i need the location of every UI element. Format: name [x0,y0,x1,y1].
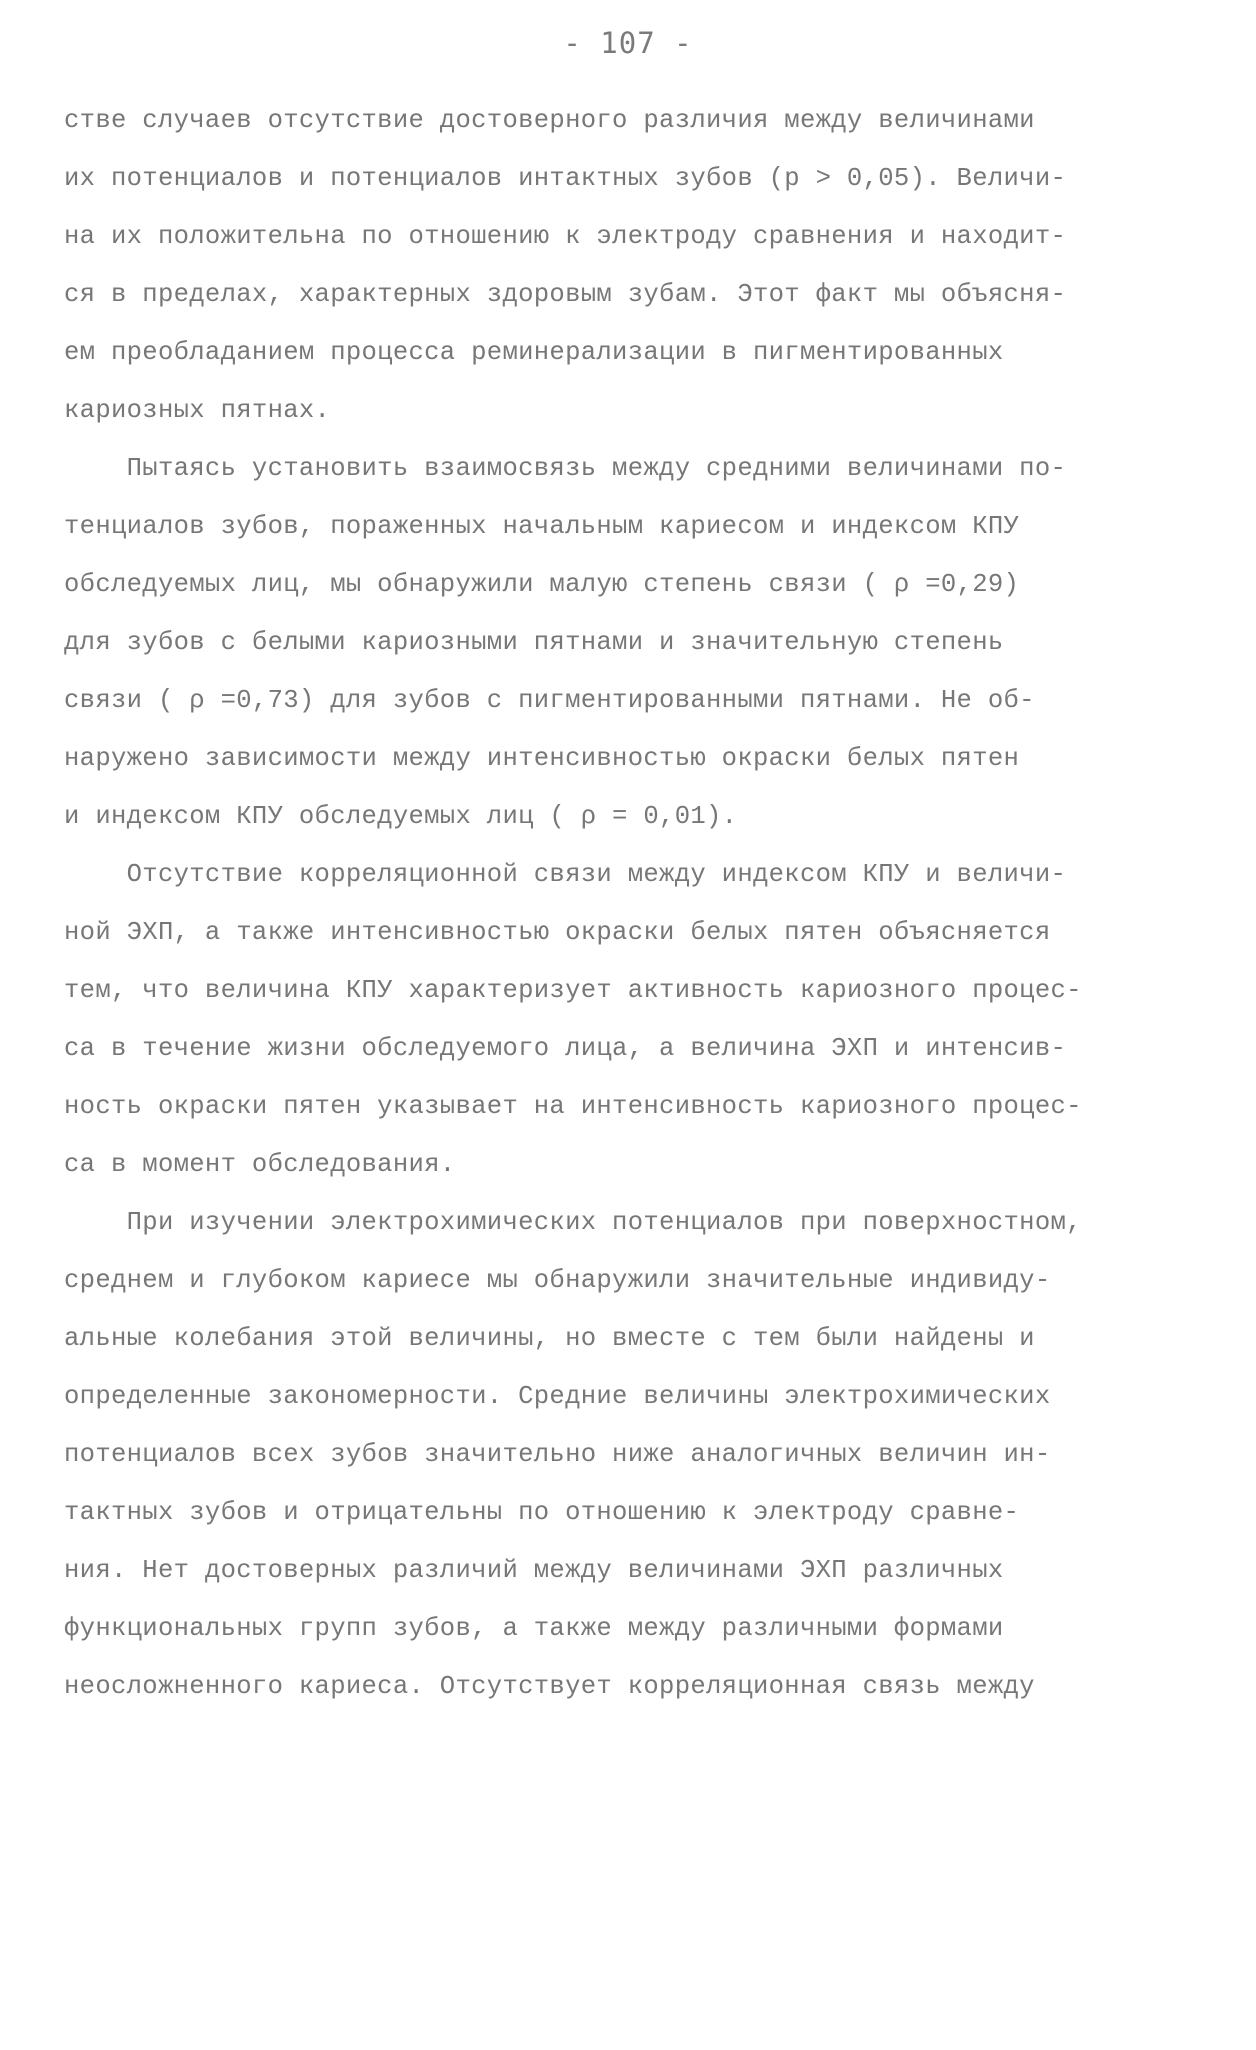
text-line: ность окраски пятен указывает на интенсивность кариозного процес- [64,1092,1082,1121]
text-line: При изучении электрохимических потенциалов при поверхностном, [64,1208,1082,1237]
paragraph [64,440,1184,846]
text-line: обследуемых лиц, мы обнаружили малую степень связи ( ρ =0,29) [64,570,1020,599]
text-line: тем, что величина КПУ характеризует активность кариозного процес- [64,976,1082,1005]
paragraph [64,92,1184,440]
text-line: на их положительна по отношению к электроду сравнения и находит- [64,222,1067,251]
text-line: тенциалов зубов, пораженных начальным кариесом и индексом КПУ [64,512,1020,541]
paragraph [64,846,1184,1194]
text-line: потенциалов всех зубов значительно ниже аналогичных величин ин- [64,1440,1051,1469]
text-line: са в момент обследования. [64,1150,456,1179]
text-line: Пытаясь установить взаимосвязь между средними величинами по- [64,454,1067,483]
text-line: ния. Нет достоверных различий между величинами ЭХП различных [64,1556,1004,1585]
text-line: Отсутствие корреляционной связи между индексом КПУ и величи- [64,860,1067,889]
body-text [64,92,1184,1716]
text-line: связи ( ρ =0,73) для зубов с пигментированными пятнами. Не об- [64,686,1035,715]
text-line: ся в пределах, характерных здоровым зубам. Этот факт мы объясня- [64,280,1067,309]
text-line: для зубов с белыми кариозными пятнами и значительную степень [64,628,1004,657]
text-line: тактных зубов и отрицательны по отношению к электроду сравне- [64,1498,1020,1527]
text-line: альные колебания этой величины, но вместе с тем были найдены и [64,1324,1035,1353]
text-line: среднем и глубоком кариесе мы обнаружили значительные индивиду- [64,1266,1051,1295]
text-line: их потенциалов и потенциалов интактных зубов (р > 0,05). Величи- [64,164,1067,193]
text-line: са в течение жизни обследуемого лица, а величина ЭХП и интенсив- [64,1034,1067,1063]
page-number: - 107 - [563,26,693,60]
text-line: стве случаев отсутствие достоверного различия между величинами [64,106,1035,135]
text-line: и индексом КПУ обследуемых лиц ( ρ = 0,01). [64,802,738,831]
text-line: неосложненного кариеса. Отсутствует корреляционная связь между [64,1672,1035,1701]
text-line: ной ЭХП, а также интенсивностью окраски белых пятен объясняется [64,918,1051,947]
text-line: кариозных пятнах. [64,396,331,425]
text-line: наружено зависимости между интенсивностью окраски белых пятен [64,744,1020,773]
paragraph [64,1194,1184,1716]
text-line: ем преобладанием процесса реминерализации в пигментированных [64,338,1004,367]
text-line: функциональных групп зубов, а также между различными формами [64,1614,1004,1643]
text-line: определенные закономерности. Средние величины электрохимических [64,1382,1051,1411]
